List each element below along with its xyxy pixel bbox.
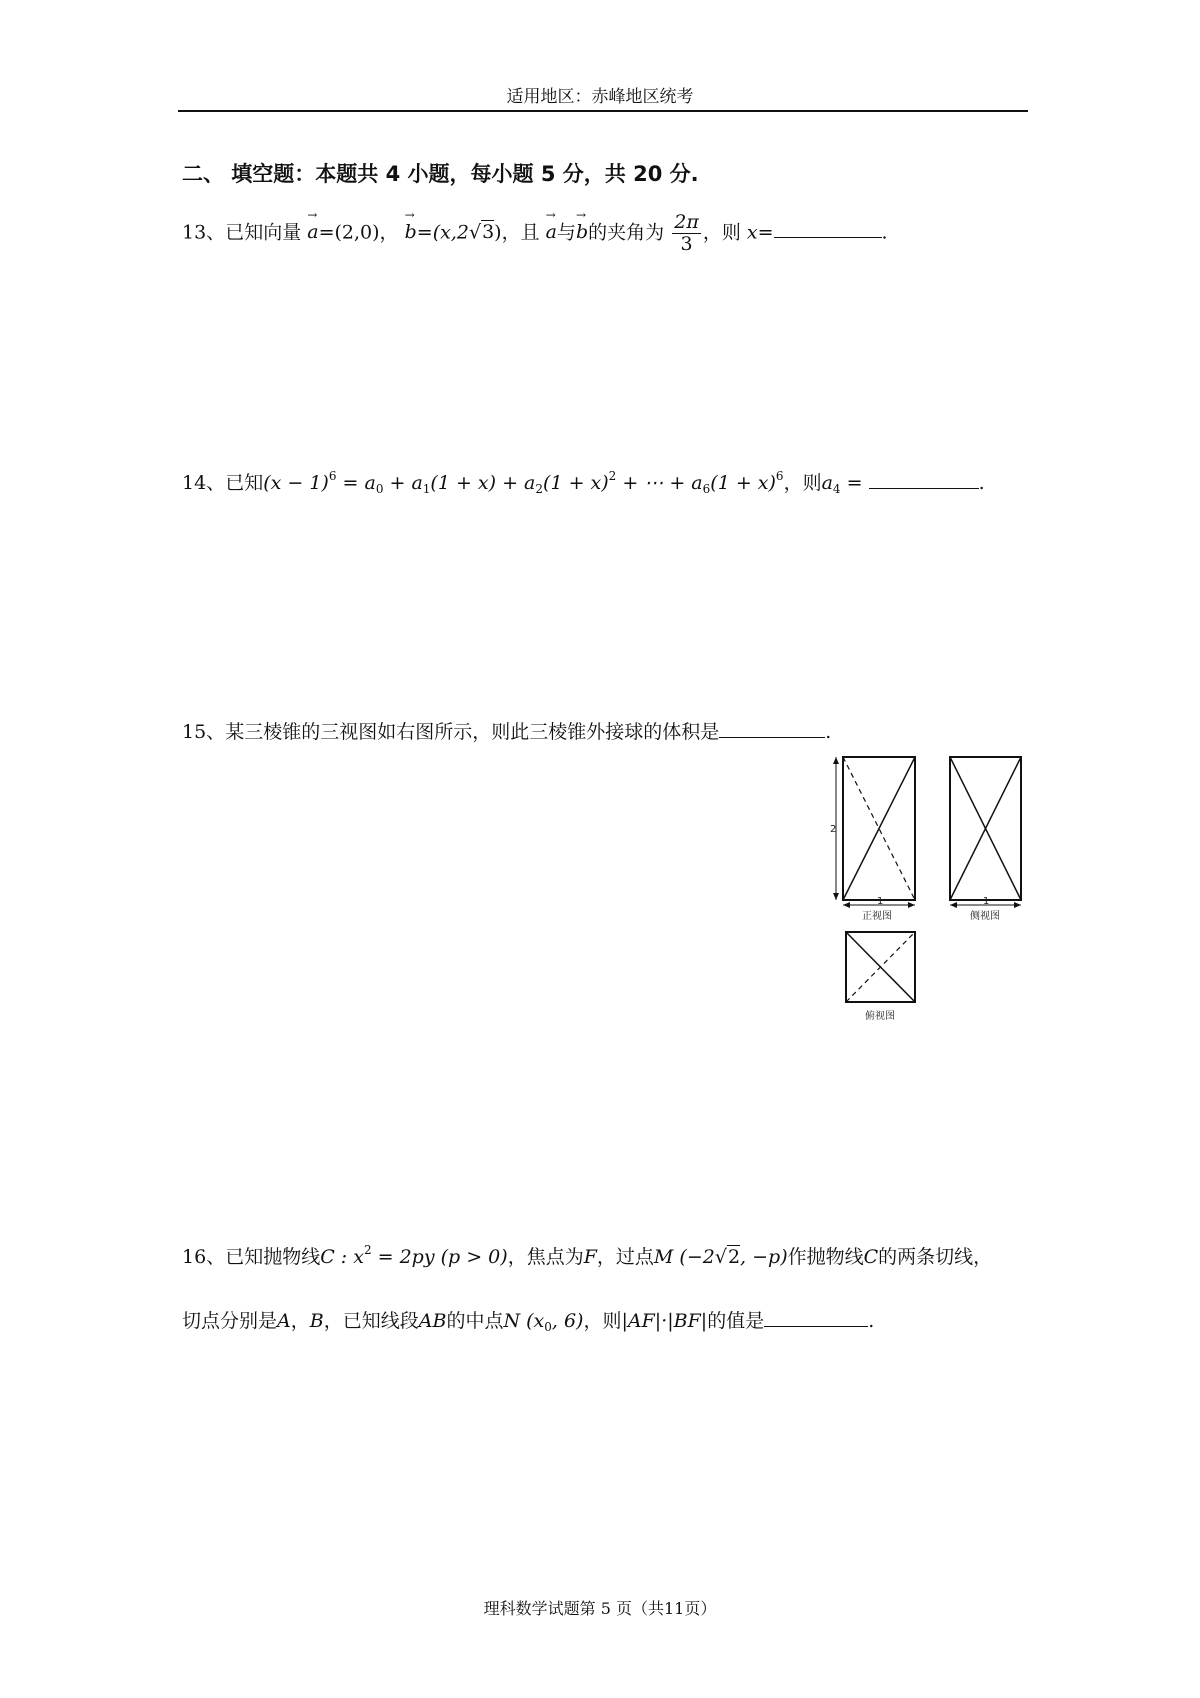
- section-title: 二、 填空题：本题共 4 小题，每小题 5 分，共 20 分.: [182, 162, 699, 186]
- top-view-label: 俯视图: [865, 1011, 895, 1022]
- header-rule: [178, 110, 1028, 112]
- question-16-line-2: 切点分别是A，B，已知线段AB的中点N ($x_0$, 6)，则|AF|·|BF|的值是 .: [182, 1310, 875, 1334]
- q13-answer-blank[interactable]: [774, 221, 882, 238]
- three-view-figure: [830, 752, 1040, 1032]
- q15-number: 15、: [182, 721, 226, 743]
- q13-number: 13、: [182, 221, 226, 244]
- dim-width-front: 1: [877, 896, 884, 907]
- q14-answer-blank[interactable]: [869, 472, 979, 489]
- vector-a: → a: [307, 221, 318, 243]
- question-13: 13、已知向量 → a=(2,0)， → b=(x,2√3)，且 → a与→ b的夹角为 $\frac{2\pi}{3}$ ，则 x= .: [182, 212, 888, 255]
- top-view: [846, 932, 915, 1022]
- front-view: [830, 757, 915, 922]
- header-region: 适用地区：赤峰地区统考: [506, 87, 694, 107]
- page-footer: 理科数学试题第 5 页（共11页）: [483, 1599, 717, 1618]
- angle-fraction: $\frac{2\pi}{3}$: [674, 211, 699, 255]
- dim-width-side: 1: [983, 896, 990, 907]
- front-view-label: 正视图: [862, 911, 892, 922]
- side-view-label: 侧视图: [970, 911, 1000, 922]
- question-15: 15、某三棱锥的三视图如右图所示，则此三棱锥外接球的体积是 .: [182, 721, 832, 743]
- vector-b: → b: [405, 221, 417, 243]
- dim-height: 2: [830, 824, 837, 835]
- q16-number: 16、: [182, 1246, 226, 1268]
- side-view: [950, 757, 1021, 922]
- q16-answer-blank[interactable]: [764, 1310, 868, 1327]
- q15-answer-blank[interactable]: [719, 721, 825, 738]
- q14-number: 14、: [182, 472, 226, 494]
- question-16-line-1: 16、已知抛物线C : $x^2 = 2py$ (p > 0)，焦点为F，过点M (−2√2, −p)作抛物线C的两条切线，: [182, 1243, 993, 1268]
- question-14: 14、已知$(x - 1)^6 = a_0 + a_1(1 + x) + a_2(1 + x)^2$ + ⋯ + $a_6(1 + x)^6$，则$a_4$ = .: [182, 469, 985, 496]
